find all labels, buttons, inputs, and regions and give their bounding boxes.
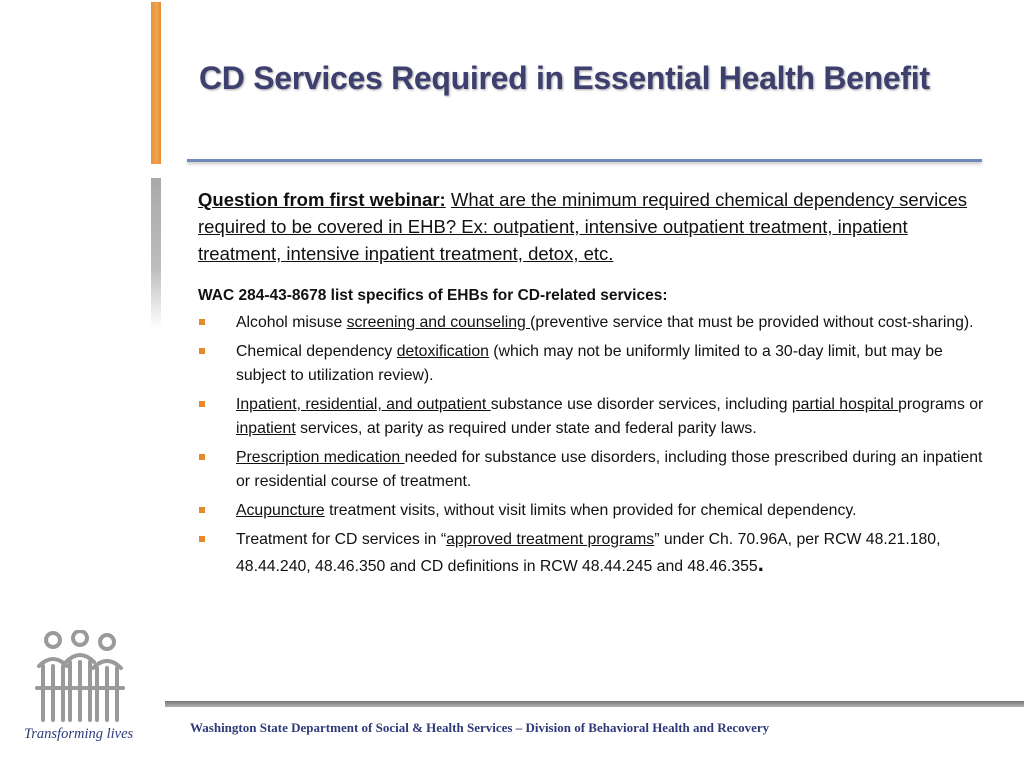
bullet-link-text: partial hospital (791, 396, 899, 413)
square-bullet-icon (199, 319, 205, 325)
square-bullet-icon (199, 507, 205, 513)
bullet-link-text: detoxification (396, 343, 489, 360)
people-family-logo-icon (33, 630, 127, 724)
bullet-text: (which may not be uniformly limited to a 30-day limit, but may be subject to utilization review). (236, 343, 943, 384)
bullet-link-text: Acupuncture (236, 502, 325, 519)
bullet-link-text: Inpatient, residential, and outpatient (236, 396, 491, 413)
bullet-text: services, at parity as required under state and federal parity laws. (295, 420, 757, 437)
bullet-period: . (757, 551, 764, 576)
list-item (198, 446, 988, 494)
list-item (198, 528, 988, 579)
gray-accent-bar (151, 178, 161, 328)
square-bullet-icon (199, 348, 205, 354)
slide-content (198, 186, 988, 584)
bullet-link-text: inpatient (236, 420, 296, 437)
bullet-text: Treatment for CD services in “ (236, 531, 447, 548)
bullet-text: Alcohol misuse (236, 314, 347, 331)
wac-heading: WAC 284-43-8678 list specifics of EHBs for CD-related services: (198, 287, 668, 304)
bullet-text: substance use disorder services, including (490, 396, 792, 413)
title-divider (187, 159, 982, 162)
list-item (198, 311, 988, 335)
bullet-link-text: screening and counseling (346, 314, 531, 331)
question-block (198, 186, 988, 267)
slide-title: CD Services Required in Essential Health Benefit (199, 60, 930, 96)
square-bullet-icon (199, 401, 205, 407)
square-bullet-icon (199, 454, 205, 460)
list-item (198, 499, 988, 523)
list-item (198, 393, 988, 441)
tagline: Transforming lives (24, 726, 134, 742)
bullet-text: treatment visits, without visit limits when provided for chemical dependency. (324, 502, 857, 519)
bullet-text: (preventive service that must be provided without cost-sharing). (530, 314, 974, 331)
bullet-link-text: Prescription medication (236, 449, 405, 466)
footer-text: Washington State Department of Social & Health Services – Division of Behavioral Health and Recovery (190, 720, 770, 735)
orange-accent-bar (151, 2, 161, 164)
bullet-link-text: approved treatment programs (446, 531, 655, 548)
services-list (198, 311, 988, 579)
bullet-text: needed for substance use disorders, including those prescribed during an inpatient or residential course of treatment. (236, 449, 983, 490)
list-item (198, 340, 988, 388)
square-bullet-icon (199, 536, 205, 542)
question-label: Question from first webinar: (198, 189, 446, 210)
bullet-text: ” under Ch. 70.96A, per RCW 48.21.180, 48.44.240, 48.46.350 and CD definitions in RCW 48.44.245 and 48.46.355 (236, 531, 941, 575)
question-text: What are the minimum required chemical dependency services required to be covered in EHB? Ex: outpatient, intensive outpatient treatment, inpatient treatment, intensive inpatient treatment, detox, etc. (198, 189, 968, 264)
footer-divider (165, 701, 1024, 707)
bullet-text: Chemical dependency (236, 343, 397, 360)
bullet-text: programs or (898, 396, 984, 413)
